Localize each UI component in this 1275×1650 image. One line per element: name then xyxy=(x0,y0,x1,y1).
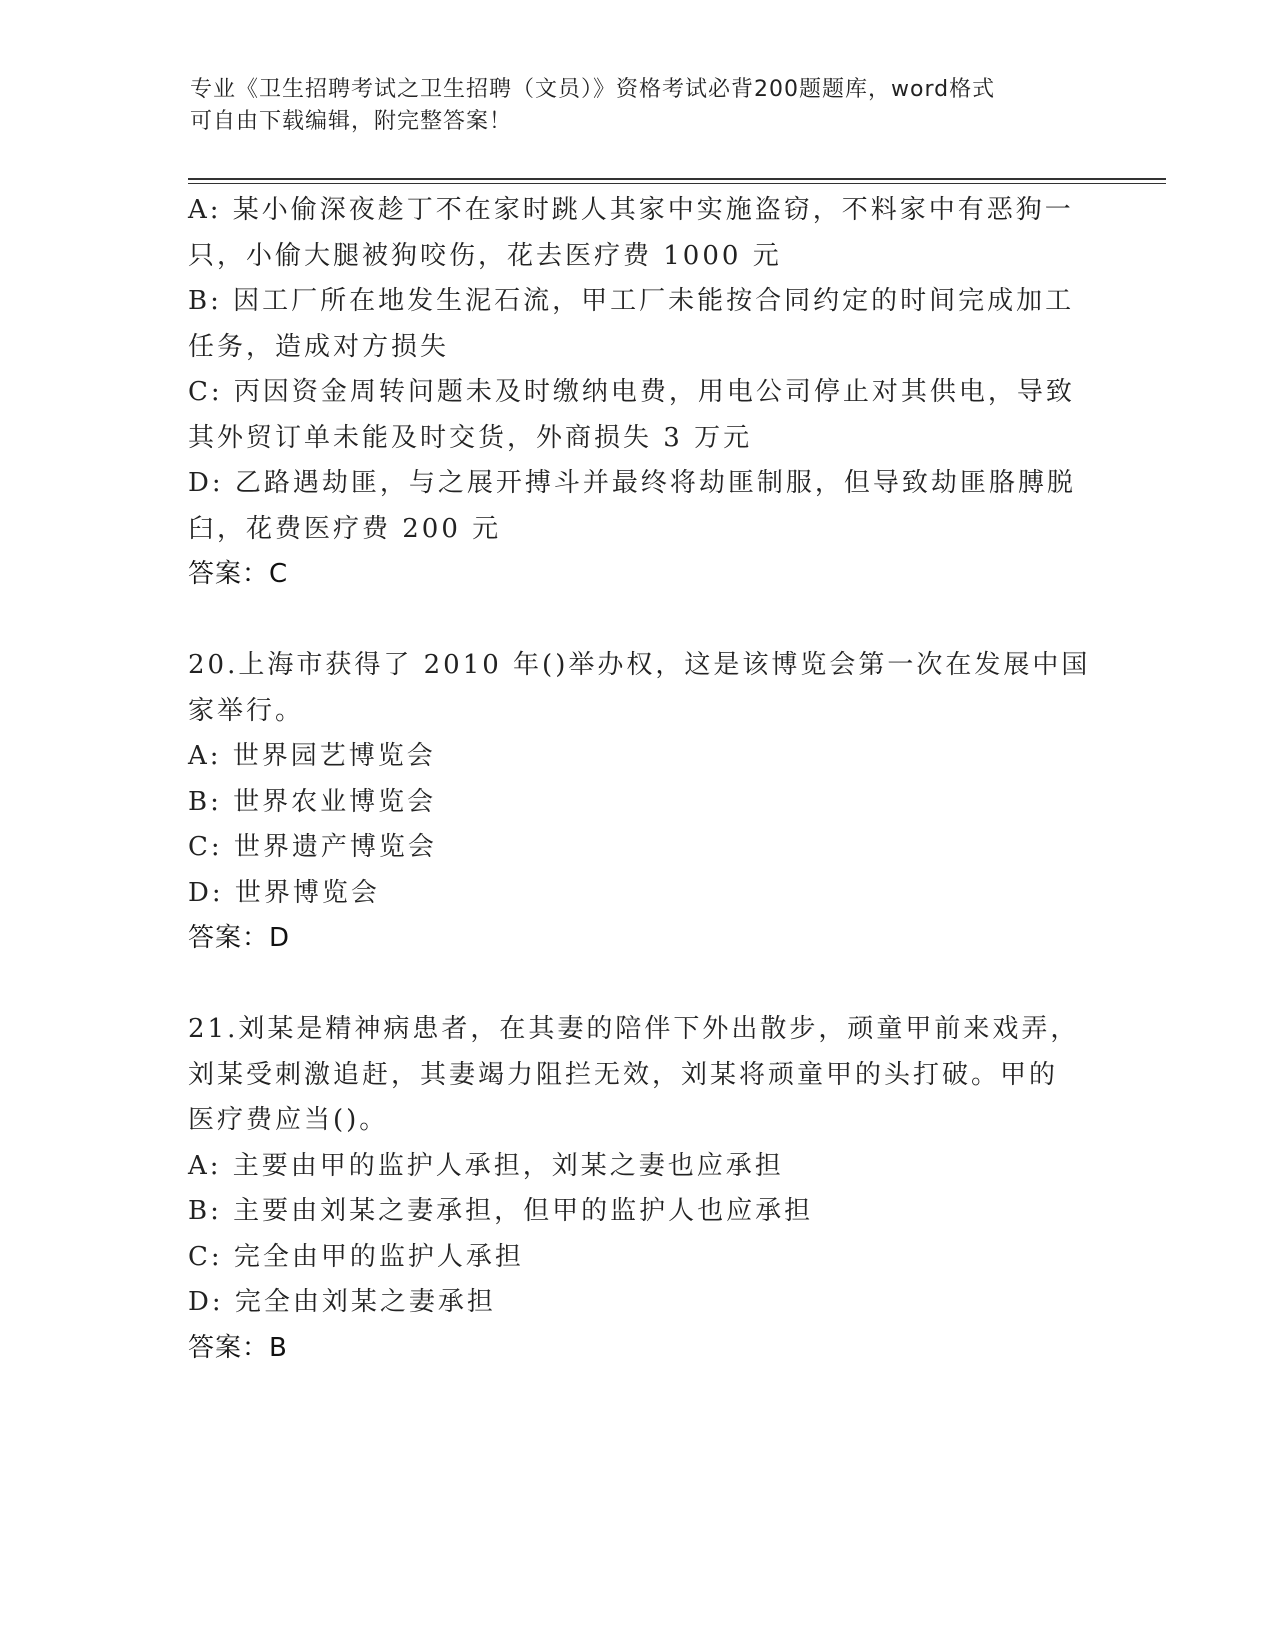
question-20 xyxy=(188,643,1091,962)
option-a-line-2: 只，小偷大腿被狗咬伤，花去医疗费 1000 元 xyxy=(188,240,782,271)
question-20-text-line-1: 20.上海市获得了 2010 年()举办权，这是该博览会第一次在发展中国 xyxy=(188,650,1091,680)
question-20-text-line-2: 家举行。 xyxy=(188,695,305,726)
option-b-line-1: B: 因工厂所在地发生泥石流，甲工厂未能按合同约定的时间完成加工 xyxy=(188,286,1075,316)
option-b: B: 世界农业博览会 xyxy=(188,786,437,817)
option-c-line-2: 其外贸订单未能及时交货，外商损失 3 万元 xyxy=(188,422,753,453)
option-c: C: 完全由甲的监护人承担 xyxy=(188,1241,524,1272)
header-title-line-1: 专业《卫生招聘考试之卫生招聘（文员）》资格考试必背200题题库，word格式 xyxy=(190,77,996,102)
answer-20: 答案：D xyxy=(188,923,291,953)
option-d-line-2: 臼，花费医疗费 200 元 xyxy=(188,513,502,544)
question-21 xyxy=(188,1007,1088,1371)
option-d-line-1: D: 乙路遇劫匪，与之展开搏斗并最终将劫匪制服，但导致劫匪胳膊脱 xyxy=(188,468,1076,498)
page-header xyxy=(190,74,1090,138)
option-b-line-2: 任务，造成对方损失 xyxy=(188,331,450,362)
header-divider xyxy=(188,178,1166,184)
question-19 xyxy=(188,188,1088,598)
option-d: D: 完全由刘某之妻承担 xyxy=(188,1287,496,1317)
option-d: D: 世界博览会 xyxy=(188,877,380,908)
question-21-text-line-3: 医疗费应当()。 xyxy=(188,1105,389,1135)
option-c-line-1: C: 丙因资金周转问题未及时缴纳电费，用电公司停止对其供电，导致 xyxy=(188,377,1075,407)
option-a: A: 世界园艺博览会 xyxy=(188,741,436,771)
option-a: A: 主要由甲的监护人承担，刘某之妻也应承担 xyxy=(188,1150,784,1181)
answer-21: 答案：B xyxy=(188,1332,288,1363)
option-b: B: 主要由刘某之妻承担，但甲的监护人也应承担 xyxy=(188,1196,814,1226)
question-21-text-line-1: 21.刘某是精神病患者，在其妻的陪伴下外出散步，顽童甲前来戏弄， xyxy=(188,1014,1080,1044)
document-body xyxy=(188,188,1091,1371)
spacer xyxy=(188,962,1088,1008)
question-21-text-line-2: 刘某受刺激追赶，其妻竭力阻拦无效，刘某将顽童甲的头打破。甲的 xyxy=(188,1059,1059,1090)
answer-19: 答案：C xyxy=(188,559,289,589)
header-title-line-2: 可自由下载编辑，附完整答案！ xyxy=(190,109,513,134)
option-c: C: 世界遗产博览会 xyxy=(188,832,437,862)
spacer xyxy=(188,598,1088,644)
option-a-line-1: A: 某小偷深夜趁丁不在家时跳人其家中实施盗窃，不料家中有恶狗一 xyxy=(188,195,1074,225)
